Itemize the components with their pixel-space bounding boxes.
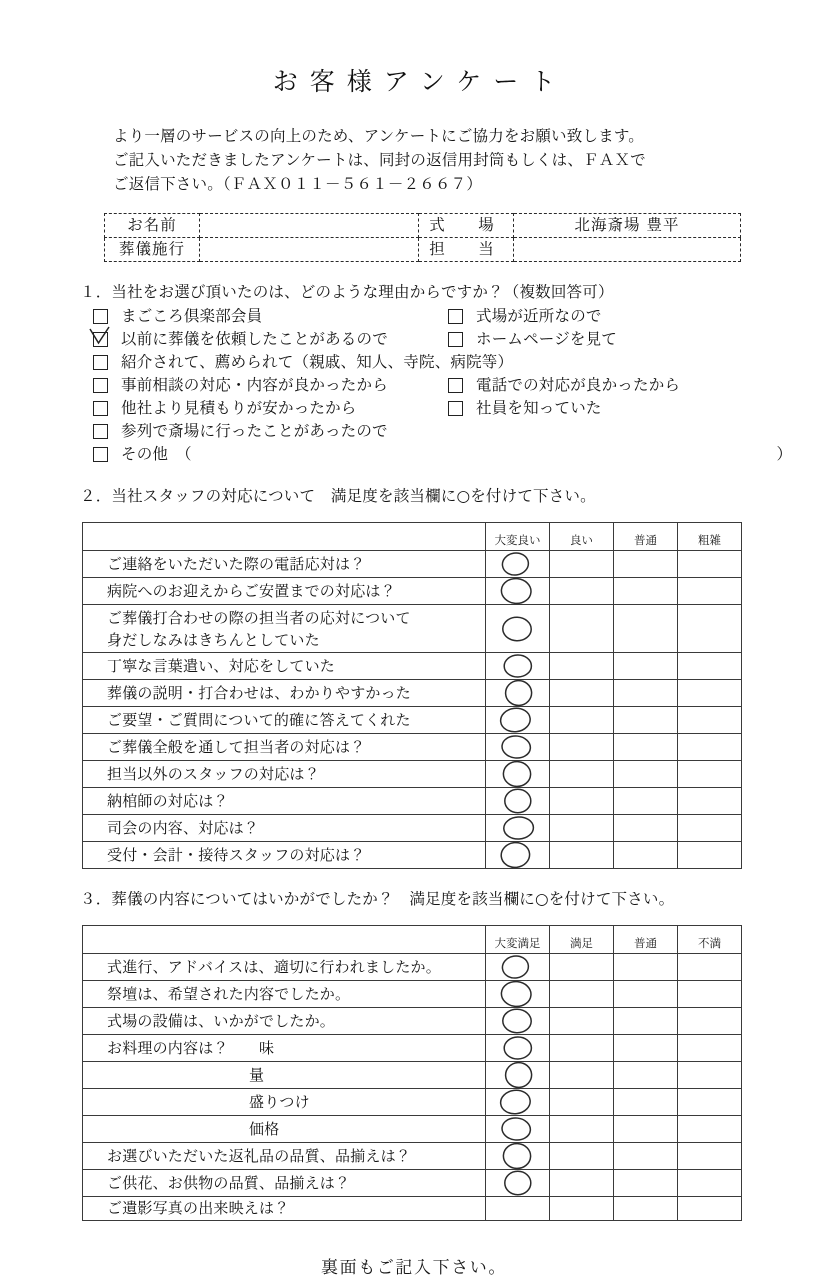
- option-label: 事前相談の対応・内容が良かったから: [121, 376, 388, 394]
- option-row: [93, 374, 828, 397]
- row-label-secondary: 身だしなみはきちんとしていた: [107, 631, 320, 649]
- rating-cell-0[interactable]: [486, 707, 550, 734]
- column-header-0: 大変満足: [486, 926, 550, 954]
- column-header-3: 粗雑: [678, 523, 742, 551]
- rating-cell-1[interactable]: [550, 653, 614, 680]
- rating-cell-0[interactable]: [486, 680, 550, 707]
- rating-cell-2[interactable]: [614, 1197, 678, 1221]
- rating-cell-1[interactable]: [550, 815, 614, 842]
- column-header-1: 良い: [550, 523, 614, 551]
- table-row: [83, 981, 742, 1008]
- option-label: まごころ倶楽部会員: [121, 307, 263, 325]
- rating-row-label-cell: [83, 653, 486, 680]
- option-row: [93, 443, 828, 466]
- column-header-3: 不満: [678, 926, 742, 954]
- checkbox-icon[interactable]: [93, 332, 108, 347]
- row-label: ご遺影写真の出来映えは？: [107, 1199, 290, 1217]
- circle-mark-icon: [501, 551, 535, 577]
- rating-cell-2[interactable]: [614, 1170, 678, 1197]
- rating-row-label-cell: [83, 605, 486, 653]
- question-3-heading: ３．葬儀の内容についてはいかがでしたか？ 満足度を該当欄に○を付けて下さい。: [80, 890, 675, 908]
- staff-field[interactable]: [514, 238, 741, 262]
- rating-cell-0[interactable]: [486, 734, 550, 761]
- rating-cell-3[interactable]: [678, 815, 742, 842]
- rating-row-label-cell: [83, 761, 486, 788]
- row-label: 病院へのお迎えからご安置までの対応は？: [107, 581, 396, 600]
- circle-mark-icon: [501, 981, 535, 1007]
- checkbox-icon[interactable]: [93, 355, 108, 370]
- rating-cell-3[interactable]: [678, 1170, 742, 1197]
- table-row: [83, 1170, 742, 1197]
- rating-cell-3[interactable]: [678, 605, 742, 653]
- rating-row-label-cell: [83, 1116, 486, 1143]
- customer-info-table: [104, 213, 741, 262]
- rating-cell-1[interactable]: [550, 1008, 614, 1035]
- rating-row-label-cell: [83, 1008, 486, 1035]
- rating-cell-0[interactable]: [486, 1008, 550, 1035]
- rating-cell-3[interactable]: [678, 653, 742, 680]
- header-spacer: [83, 523, 486, 551]
- row-label: 盛りつけ: [249, 1092, 310, 1111]
- rating-cell-2[interactable]: [614, 842, 678, 869]
- circle-mark-icon: [501, 815, 535, 841]
- table-row: [83, 1116, 742, 1143]
- rating-cell-0[interactable]: [486, 1143, 550, 1170]
- rating-cell-1[interactable]: [550, 842, 614, 869]
- column-header-2: 普通: [614, 523, 678, 551]
- table-row: [83, 578, 742, 605]
- rating-row-label-cell: [83, 578, 486, 605]
- circle-mark-icon: [501, 1062, 535, 1088]
- rating-cell-2[interactable]: [614, 954, 678, 981]
- row-label: 司会の内容、対応は？: [107, 818, 260, 837]
- table-row: [105, 238, 741, 262]
- table-row: [83, 1089, 742, 1116]
- service-rating-table: [82, 925, 742, 1221]
- option-label: 式場が近所なので: [476, 307, 602, 325]
- rating-cell-3[interactable]: [678, 788, 742, 815]
- staff-label: 担 当: [419, 238, 514, 262]
- rating-cell-2[interactable]: [614, 761, 678, 788]
- rating-row-label-cell: [83, 1062, 486, 1089]
- circle-mark-icon: [501, 616, 535, 642]
- rating-row-label-cell: [83, 734, 486, 761]
- rating-cell-1[interactable]: [550, 734, 614, 761]
- rating-row-label-cell: [83, 981, 486, 1008]
- question-1-section: [0, 281, 828, 466]
- rating-cell-0[interactable]: [486, 1170, 550, 1197]
- checkbox-option-phone-response[interactable]: [448, 374, 748, 397]
- rating-cell-2[interactable]: [614, 1062, 678, 1089]
- rating-cell-2[interactable]: [614, 605, 678, 653]
- rating-cell-0[interactable]: [486, 1089, 550, 1116]
- checkbox-option-attended-before[interactable]: [93, 420, 748, 443]
- rating-cell-2[interactable]: [614, 815, 678, 842]
- footer-note: 裏面もご記入下さい。: [321, 1258, 507, 1278]
- rating-cell-3[interactable]: [678, 761, 742, 788]
- rating-cell-2[interactable]: [614, 981, 678, 1008]
- rating-cell-2[interactable]: [614, 1008, 678, 1035]
- circle-mark-icon: [501, 734, 535, 760]
- option-label: 電話での対応が良かったから: [476, 376, 681, 394]
- rating-row-label-cell: [83, 954, 486, 981]
- circle-mark-icon: [501, 761, 535, 787]
- table-row: [83, 734, 742, 761]
- rating-cell-2[interactable]: [614, 1089, 678, 1116]
- intro-line-2: ご記入いただきましたアンケートは、同封の返信用封筒もしくは、ＦＡＸで: [113, 151, 646, 169]
- rating-cell-3[interactable]: [678, 981, 742, 1008]
- checkbox-option-previous-service[interactable]: [93, 328, 448, 351]
- option-label: 他社より見積もりが安かったから: [121, 399, 357, 417]
- header-spacer: [83, 926, 486, 954]
- rating-row-label-cell: [83, 707, 486, 734]
- circle-mark-icon: [501, 954, 535, 980]
- checkbox-icon[interactable]: [93, 401, 108, 416]
- rating-row-label-cell: [83, 1170, 486, 1197]
- staff-rating-table: [82, 522, 742, 869]
- rating-cell-1[interactable]: [550, 1116, 614, 1143]
- circle-mark-icon: [501, 842, 535, 868]
- rating-cell-0[interactable]: [486, 954, 550, 981]
- row-label: 式場の設備は、いかがでしたか。: [107, 1011, 336, 1030]
- rating-cell-0[interactable]: [486, 842, 550, 869]
- rating-cell-1[interactable]: [550, 578, 614, 605]
- row-label: ご連絡をいただいた際の電話応対は？: [107, 554, 366, 573]
- rating-cell-1[interactable]: [550, 1062, 614, 1089]
- intro-paragraph: [0, 124, 828, 196]
- rating-cell-0[interactable]: [486, 1197, 550, 1221]
- option-label: 紹介されて、薦められて（親戚、知人、寺院、病院等）: [121, 353, 514, 371]
- checkbox-icon[interactable]: [93, 309, 108, 324]
- rating-cell-1[interactable]: [550, 551, 614, 578]
- option-row: [93, 305, 828, 328]
- intro-line-3: ご返信下さい。（ＦＡＸ０１１－５６１－２６６７）: [113, 175, 483, 193]
- venue-value[interactable]: 北海斎場 豊平: [514, 214, 741, 238]
- rating-cell-3[interactable]: [678, 551, 742, 578]
- rating-cell-3[interactable]: [678, 578, 742, 605]
- table-row: [83, 954, 742, 981]
- circle-mark-icon: [501, 788, 535, 814]
- question-2-section: [0, 485, 828, 508]
- question-2-heading: ２．当社スタッフの対応について 満足度を該当欄に○を付けて下さい。: [80, 487, 596, 505]
- venue-label: 式 場: [419, 214, 514, 238]
- table-row: [83, 1008, 742, 1035]
- row-label: 受付・会計・接待スタッフの対応は？: [107, 845, 366, 864]
- option-label: その他 （: [121, 445, 192, 463]
- rating-cell-3[interactable]: [678, 707, 742, 734]
- customer-info-section: [0, 213, 828, 262]
- table-row: [83, 551, 742, 578]
- rating-cell-3[interactable]: [678, 680, 742, 707]
- rating-cell-1[interactable]: [550, 788, 614, 815]
- checkbox-icon[interactable]: [93, 447, 108, 462]
- other-closing-paren: ）: [776, 445, 792, 463]
- rating-cell-2[interactable]: [614, 707, 678, 734]
- row-label: 式進行、アドバイスは、適切に行われましたか。: [107, 957, 441, 976]
- table-row: [83, 1035, 742, 1062]
- rating-cell-2[interactable]: [614, 680, 678, 707]
- column-header-1: 満足: [550, 926, 614, 954]
- circle-mark-icon: [501, 1116, 535, 1142]
- rating-cell-2[interactable]: [614, 734, 678, 761]
- option-row: [93, 420, 828, 443]
- table-row: [83, 788, 742, 815]
- circle-mark-icon: [501, 578, 535, 604]
- rating-row-label-cell: [83, 842, 486, 869]
- rating-cell-1[interactable]: [550, 981, 614, 1008]
- rating-cell-2[interactable]: [614, 1116, 678, 1143]
- row-label: 祭壇は、希望された内容でしたか。: [107, 984, 351, 1003]
- rating-cell-2[interactable]: [614, 551, 678, 578]
- option-row: [93, 328, 828, 351]
- rating-cell-1[interactable]: [550, 1089, 614, 1116]
- table-row: [83, 605, 742, 653]
- table-header-row: [83, 926, 742, 954]
- table-row: [83, 761, 742, 788]
- table-row: [83, 707, 742, 734]
- question-3-section: [0, 888, 828, 911]
- rating-cell-2[interactable]: [614, 788, 678, 815]
- row-label: ご供花、お供物の品質、品揃えは？: [107, 1173, 351, 1192]
- rating-row-label-cell: [83, 1197, 486, 1221]
- checkbox-icon[interactable]: [448, 378, 463, 393]
- rating-cell-2[interactable]: [614, 1143, 678, 1170]
- row-label: ご葬儀全般を通して担当者の対応は？: [107, 737, 366, 756]
- rating-cell-0[interactable]: [486, 815, 550, 842]
- row-label: 葬儀の説明・打合わせは、わかりやすかった: [107, 683, 412, 702]
- circle-mark-icon: [501, 707, 535, 733]
- circle-mark-icon: [501, 1143, 535, 1169]
- rating-cell-3[interactable]: [678, 1062, 742, 1089]
- checkbox-option-cheaper-quote[interactable]: [93, 397, 448, 420]
- rating-cell-1[interactable]: [550, 707, 614, 734]
- checkbox-option-referral[interactable]: [93, 351, 748, 374]
- service-label: 葬儀施行: [105, 238, 200, 262]
- table-row: [83, 1197, 742, 1221]
- rating-cell-1[interactable]: [550, 761, 614, 788]
- table-row: [83, 680, 742, 707]
- rating-cell-1[interactable]: [550, 1143, 614, 1170]
- checkbox-option-club-member[interactable]: [93, 305, 448, 328]
- option-label: 以前に葬儀を依頼したことがあるので: [121, 330, 388, 348]
- row-label: 担当以外のスタッフの対応は？: [107, 764, 320, 783]
- checkbox-option-website[interactable]: [448, 328, 748, 351]
- circle-mark-icon: [501, 1089, 535, 1115]
- rating-cell-1[interactable]: [550, 1170, 614, 1197]
- rating-cell-3[interactable]: [678, 1116, 742, 1143]
- rating-cell-3[interactable]: [678, 734, 742, 761]
- option-label: 参列で斎場に行ったことがあったので: [121, 422, 388, 440]
- rating-cell-0[interactable]: [486, 578, 550, 605]
- rating-cell-0[interactable]: [486, 653, 550, 680]
- rating-cell-1[interactable]: [550, 954, 614, 981]
- table-row: [83, 653, 742, 680]
- rating-cell-0[interactable]: [486, 1116, 550, 1143]
- row-label: ご要望・ご質問について的確に答えてくれた: [107, 710, 411, 729]
- rating-cell-3[interactable]: [678, 1143, 742, 1170]
- page-title: お客様アンケート: [272, 67, 568, 96]
- rating-cell-3[interactable]: [678, 842, 742, 869]
- checkbox-icon[interactable]: [93, 424, 108, 439]
- rating-cell-0[interactable]: [486, 788, 550, 815]
- column-header-0: 大変良い: [486, 523, 550, 551]
- rating-cell-3[interactable]: [678, 1197, 742, 1221]
- rating-cell-1[interactable]: [550, 605, 614, 653]
- rating-row-label-cell: [83, 815, 486, 842]
- rating-cell-2[interactable]: [614, 578, 678, 605]
- rating-cell-3[interactable]: [678, 1089, 742, 1116]
- rating-cell-0[interactable]: [486, 981, 550, 1008]
- checkbox-option-preconsult[interactable]: [93, 374, 448, 397]
- table-row: [83, 842, 742, 869]
- rating-cell-0[interactable]: [486, 1035, 550, 1062]
- rating-cell-1[interactable]: [550, 680, 614, 707]
- checkbox-icon[interactable]: [93, 378, 108, 393]
- table-row: [105, 214, 741, 238]
- rating-cell-2[interactable]: [614, 653, 678, 680]
- question-1-options: [80, 305, 828, 466]
- rating-cell-0[interactable]: [486, 605, 550, 653]
- checkbox-option-know-employee[interactable]: [448, 397, 748, 420]
- option-label: ホームページを見て: [476, 330, 617, 348]
- rating-cell-1[interactable]: [550, 1197, 614, 1221]
- question-1-heading: １．当社をお選び頂いたのは、どのような理由からですか？（複数回答可）: [80, 283, 614, 301]
- option-row: [93, 351, 828, 374]
- question-2-table-wrap: [0, 522, 828, 869]
- option-row: [93, 397, 828, 420]
- option-label: 社員を知っていた: [476, 399, 602, 417]
- circle-mark-icon: [501, 653, 535, 679]
- question-3-table-wrap: [0, 925, 828, 1221]
- row-label: 丁寧な言葉遣い、対応をしていた: [107, 656, 336, 675]
- name-label: お名前: [105, 214, 200, 238]
- rating-row-label-cell: [83, 680, 486, 707]
- table-header-row: [83, 523, 742, 551]
- rating-cell-0[interactable]: [486, 761, 550, 788]
- rating-cell-3[interactable]: [678, 1008, 742, 1035]
- column-header-2: 普通: [614, 926, 678, 954]
- circle-mark-icon: [501, 1170, 535, 1196]
- row-label: ご葬儀打合わせの際の担当者の応対について: [107, 609, 411, 627]
- rating-row-label-cell: [83, 551, 486, 578]
- rating-cell-0[interactable]: [486, 551, 550, 578]
- checkbox-icon[interactable]: [448, 332, 463, 347]
- rating-row-label-cell: [83, 1089, 486, 1116]
- rating-cell-1[interactable]: [550, 1035, 614, 1062]
- rating-cell-2[interactable]: [614, 1035, 678, 1062]
- rating-cell-0[interactable]: [486, 1062, 550, 1089]
- table-row: [83, 815, 742, 842]
- rating-row-label-cell: [83, 1143, 486, 1170]
- rating-cell-3[interactable]: [678, 1035, 742, 1062]
- checkbox-icon[interactable]: [448, 401, 463, 416]
- circle-mark-icon: [501, 680, 535, 706]
- rating-row-label-cell: [83, 1035, 486, 1062]
- table-row: [83, 1062, 742, 1089]
- row-label: お選びいただいた返礼品の品質、品揃えは？: [107, 1146, 412, 1165]
- service-field[interactable]: [200, 238, 419, 262]
- table-row: [83, 1143, 742, 1170]
- name-field[interactable]: [200, 214, 419, 238]
- checkbox-option-venue-nearby[interactable]: [448, 305, 748, 328]
- rating-cell-3[interactable]: [678, 954, 742, 981]
- row-label: 量: [249, 1065, 265, 1084]
- row-label: お料理の内容は？ 味: [107, 1038, 275, 1057]
- checkmark-icon: [89, 326, 111, 346]
- row-label: 価格: [249, 1119, 280, 1138]
- checkbox-option-other[interactable]: [93, 443, 748, 466]
- circle-mark-icon: [501, 1008, 535, 1034]
- rating-row-label-cell: [83, 788, 486, 815]
- intro-line-1: より一層のサービスの向上のため、アンケートにご協力をお願い致します。: [113, 127, 645, 145]
- checkbox-icon[interactable]: [448, 309, 463, 324]
- circle-mark-icon: [501, 1035, 535, 1061]
- row-label: 納棺師の対応は？: [107, 791, 229, 810]
